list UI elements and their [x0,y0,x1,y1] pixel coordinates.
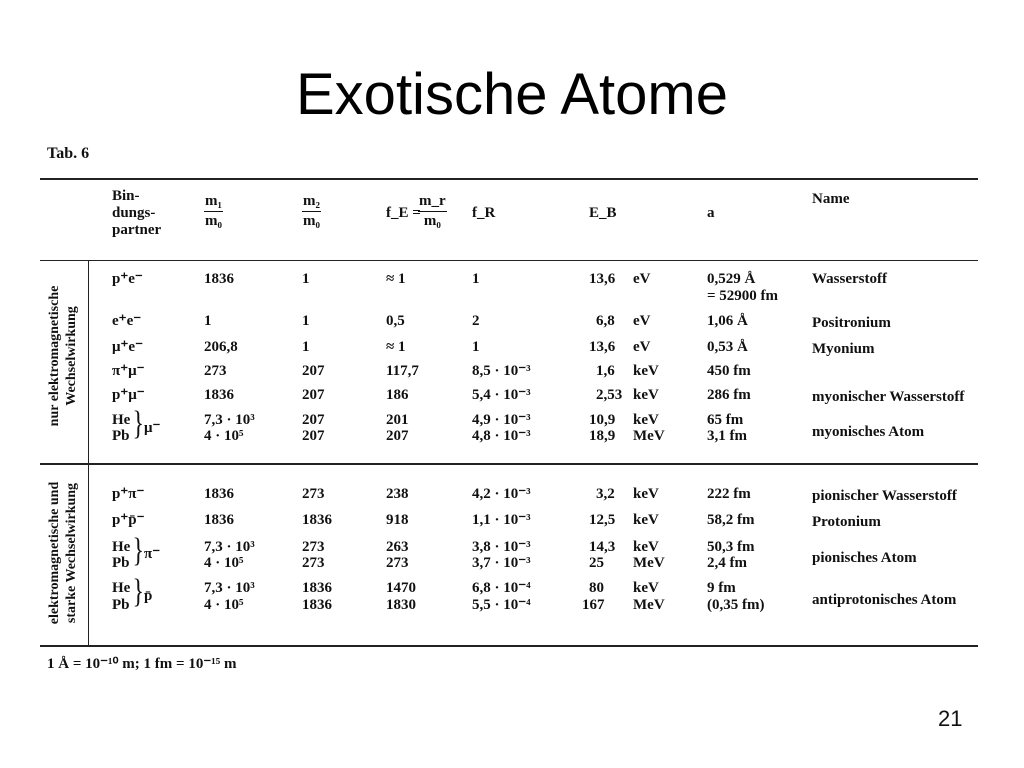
cell-eb: 13,6 [589,271,616,287]
header-fe-fraction: $\frac{m\_r}{\text{m₀}}$ [419,193,446,229]
cell-fr: 4,8 · 10⁻³ [472,428,531,444]
cell-partner: Pb [112,597,130,613]
header-eb: E_B [589,205,617,221]
cell-fr: 3,7 · 10⁻³ [472,555,531,571]
cell-m1: 1 [204,313,212,329]
cell-eb: 1,6 [596,363,615,379]
cell-name: Positronium [812,315,891,331]
cell-m1: 1836 [204,486,234,502]
cell-partner: p⁺π⁻ [112,486,145,502]
cell-m1: 4 · 10⁵ [204,428,244,444]
cell-fe: 238 [386,486,409,502]
cell-m2: 1836 [302,512,332,528]
cell-eb: 167 [582,597,605,613]
cell-m1: 4 · 10⁵ [204,555,244,571]
cell-m1: 206,8 [204,339,238,355]
cell-m2: 273 [302,555,325,571]
cell-m1: 7,3 · 10³ [204,539,255,555]
cell-a: 1,06 Å [707,313,748,329]
cell-partner: He [112,412,131,428]
cell-fe: 0,5 [386,313,405,329]
cell-eb: 10,9 [589,412,616,428]
cell-fe: 207 [386,428,409,444]
cell-m2: 207 [302,412,325,428]
header-m1: $\frac{\text{m₁}}{\text{m₀}}$ [205,193,222,229]
cell-unit: keV [633,539,659,555]
cell-unit: MeV [633,597,665,613]
cell-m1: 4 · 10⁵ [204,597,244,613]
cell-fr: 6,8 · 10⁻⁴ [472,580,531,596]
cell-fr: 2 [472,313,480,329]
cell-a: 450 fm [707,363,751,379]
brace-particle: π⁻ [144,546,161,562]
cell-name: Myonium [812,341,875,357]
cell-a: 2,4 fm [707,555,747,571]
brace-symbol: } [132,532,144,569]
cell-m1: 7,3 · 10³ [204,580,255,596]
cell-fr: 1 [472,339,480,355]
cell-fr: 1,1 · 10⁻³ [472,512,531,528]
cell-m2: 1836 [302,580,332,596]
cell-fe: 201 [386,412,409,428]
cell-fe: 263 [386,539,409,555]
cell-name: pionischer Wasserstoff [812,488,957,504]
cell-m2: 1836 [302,597,332,613]
cell-name: myonisches Atom [812,424,925,440]
cell-m2: 207 [302,428,325,444]
cell-fe: 1470 [386,580,416,596]
table-top-rule [40,178,978,180]
cell-fe: 117,7 [386,363,419,379]
cell-partner: He [112,539,131,555]
brace-symbol: } [132,405,144,442]
cell-fr: 3,8 · 10⁻³ [472,539,531,555]
cell-partner: Pb [112,555,130,571]
group-label-em-strong: elektromagnetische und starke Wechselwirkung [47,481,79,625]
cell-eb: 13,6 [589,339,616,355]
header-fe-lhs: f_E = [386,205,421,221]
cell-fr: 1 [472,271,480,287]
brace-particle: p̄ [144,588,153,604]
footnote: 1 Å = 10⁻¹⁰ m; 1 fm = 10⁻¹⁵ m [47,656,237,672]
cell-m2: 1 [302,339,310,355]
cell-m2: 207 [302,363,325,379]
cell-fe: 273 [386,555,409,571]
cell-eb: 25 [589,555,604,571]
cell-name: pionisches Atom [812,550,917,566]
cell-fr: 5,4 · 10⁻³ [472,387,531,403]
cell-eb: 2,53 [596,387,623,403]
cell-fr: 5,5 · 10⁻⁴ [472,597,531,613]
group-label-divider [88,260,89,645]
header-rule [40,260,978,261]
cell-a: 286 fm [707,387,751,403]
cell-unit: keV [633,580,659,596]
cell-unit: eV [633,271,651,287]
cell-m2: 273 [302,486,325,502]
cell-fe: 1830 [386,597,416,613]
cell-unit: keV [633,387,659,403]
page-number: 21 [938,706,963,731]
cell-a: 3,1 fm [707,428,747,444]
cell-partner: π⁺μ⁻ [112,363,145,379]
cell-unit: keV [633,412,659,428]
cell-partner: He [112,580,131,596]
cell-fe: ≈ 1 [386,339,406,355]
cell-a: 65 fm [707,412,744,428]
cell-m1: 273 [204,363,227,379]
cell-a: 58,2 fm [707,512,755,528]
cell-eb: 6,8 [596,313,615,329]
brace-symbol: } [132,573,144,610]
cell-partner: p⁺e⁻ [112,271,143,287]
table-label: Tab. 6 [47,145,90,162]
cell-m2: 207 [302,387,325,403]
cell-eb: 14,3 [589,539,616,555]
cell-eb: 80 [589,580,604,596]
header-fr: f_R [472,205,496,221]
cell-m1: 1836 [204,387,234,403]
cell-eb: 12,5 [589,512,616,528]
header-name: Name [812,191,850,207]
cell-unit: eV [633,339,651,355]
cell-partner: e⁺e⁻ [112,313,142,329]
cell-fr: 4,9 · 10⁻³ [472,412,531,428]
cell-unit: eV [633,313,651,329]
brace-particle: μ⁻ [144,420,161,436]
slide-title: Exotische Atome [296,62,728,127]
header-partner: Bin- dungs- partner [112,188,162,238]
cell-name: Wasserstoff [812,271,887,287]
cell-m2: 1 [302,313,310,329]
cell-unit: keV [633,512,659,528]
cell-a: 9 fm [707,580,736,596]
cell-m1: 1836 [204,271,234,287]
group-divider-rule [40,463,978,465]
table-bottom-rule [40,645,978,647]
cell-unit: MeV [633,555,665,571]
cell-partner: μ⁺e⁻ [112,339,143,355]
header-m2: $\frac{\text{m₂}}{\text{m₀}}$ [303,193,320,229]
cell-eb: 18,9 [589,428,616,444]
cell-a: 0,53 Å [707,339,748,355]
cell-unit: keV [633,486,659,502]
cell-m1: 7,3 · 10³ [204,412,255,428]
cell-partner: Pb [112,428,130,444]
cell-a: (0,35 fm) [707,597,765,613]
cell-fe: 918 [386,512,409,528]
cell-partner: p⁺p̄⁻ [112,512,145,528]
cell-fe: ≈ 1 [386,271,406,287]
cell-name: antiprotonisches Atom [812,592,957,608]
group-label-em: nur elektromagnetische Wechselwirkung [47,285,79,427]
cell-partner: p⁺μ⁻ [112,387,145,403]
cell-unit: MeV [633,428,665,444]
cell-unit: keV [633,363,659,379]
header-a: a [707,205,715,221]
cell-name: Protonium [812,514,881,530]
cell-a: 0,529 Å = 52900 fm [707,271,779,304]
cell-fr: 4,2 · 10⁻³ [472,486,531,502]
cell-name: myonischer Wasserstoff [812,389,965,405]
cell-eb: 3,2 [596,486,615,502]
cell-fr: 8,5 · 10⁻³ [472,363,531,379]
cell-m2: 1 [302,271,310,287]
cell-m1: 1836 [204,512,234,528]
cell-a: 222 fm [707,486,751,502]
cell-m2: 273 [302,539,325,555]
cell-a: 50,3 fm [707,539,755,555]
cell-fe: 186 [386,387,409,403]
